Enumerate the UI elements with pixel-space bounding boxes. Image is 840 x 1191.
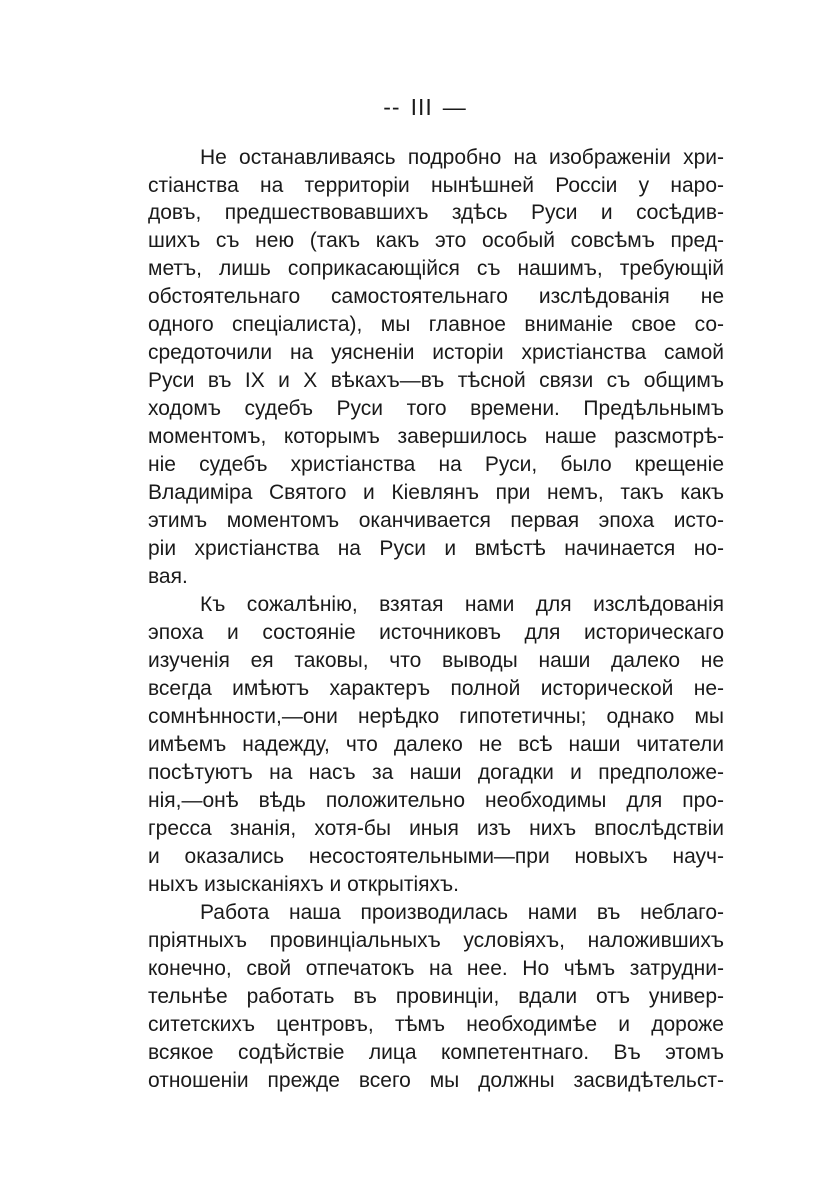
- text-line: ныхъ изысканіяхъ и открытіяхъ.: [148, 873, 460, 896]
- text-line: довъ, предшествовавшихъ здѣсь Руси и сосѣдив-: [148, 201, 724, 224]
- text-line: тельнѣе работать въ провинціи, вдали отъ универ-: [148, 985, 724, 1008]
- header-suffix: —: [442, 94, 467, 120]
- text-line: всякое содѣйствіе лица компетентнаго. Въ этомъ: [148, 1041, 724, 1064]
- text-line: Руси въ IX и X вѣкахъ—въ тѣсной связи съ общимъ: [148, 369, 724, 392]
- text-line: ходомъ судебъ Руси того времени. Предѣльнымъ: [148, 397, 724, 420]
- text-line: эпоха и состояніе источниковъ для историческаго: [148, 621, 724, 644]
- text-line: гресса знанія, хотя-бы иныя изъ нихъ впослѣдствіи: [148, 817, 724, 840]
- text-line: Работа наша производилась нами въ неблаго-: [200, 901, 724, 924]
- text-line: обстоятельнаго самостоятельнаго изслѣдованія не: [148, 285, 724, 308]
- text-line: нія,—онѣ вѣдь положительно необходимы для про-: [148, 789, 724, 812]
- text-line: посѣтуютъ на насъ за наши догадки и предположе-: [148, 761, 724, 784]
- text-line: сомнѣнности,—они нерѣдко гипотетичны; однако мы: [148, 705, 724, 728]
- text-line: пріятныхъ провинціальныхъ условіяхъ, наложившихъ: [148, 929, 724, 952]
- text-line: вая.: [148, 565, 188, 588]
- text-line: Не останавливаясь подробно на изображеніи хри-: [200, 146, 724, 169]
- text-line: всегда имѣютъ характеръ полной исторической не-: [148, 677, 724, 700]
- text-line: ріи христіанства на Руси и вмѣстѣ начинается но-: [148, 537, 724, 560]
- text-line: изученія ея таковы, что выводы наши далеко не: [148, 649, 724, 672]
- text-line: ніе судебъ христіанства на Руси, было крещеніе: [148, 453, 724, 476]
- text-line: одного спеціалиста), мы главное вниманіе свое со-: [148, 313, 724, 336]
- page-header: [0, 94, 840, 121]
- text-line: метъ, лишь соприкасающійся съ нашимъ, требующій: [148, 257, 724, 280]
- text-line: отношеніи прежде всего мы должны засвидѣтельст-: [148, 1069, 724, 1092]
- text-line: конечно, свой отпечатокъ на нее. Но чѣмъ затрудни-: [148, 957, 724, 980]
- text-line: стіанства на территоріи нынѣшней Россіи у наро-: [148, 174, 724, 197]
- text-line: и оказались несостоятельными—при новыхъ науч-: [148, 845, 724, 868]
- text-line: ситетскихъ центровъ, тѣмъ необходимѣе и дороже: [148, 1013, 724, 1036]
- text-line: средоточили на уясненіи исторіи христіанства самой: [148, 341, 724, 364]
- text-line: шихъ съ нею (такъ какъ это особый совсѣмъ пред-: [148, 229, 724, 252]
- text-line: Владиміра Святого и Кіевлянъ при немъ, такъ какъ: [148, 481, 724, 504]
- header-prefix: --: [383, 94, 401, 120]
- text-line: имѣемъ надежду, что далеко не всѣ наши читатели: [148, 733, 724, 756]
- text-line: этимъ моментомъ оканчивается первая эпоха исто-: [148, 509, 724, 532]
- text-line: моментомъ, которымъ завершилось наше разсмотрѣ-: [148, 425, 724, 448]
- text-line: Къ сожалѣнію, взятая нами для изслѣдованія: [200, 593, 724, 616]
- page-number: III: [410, 94, 433, 120]
